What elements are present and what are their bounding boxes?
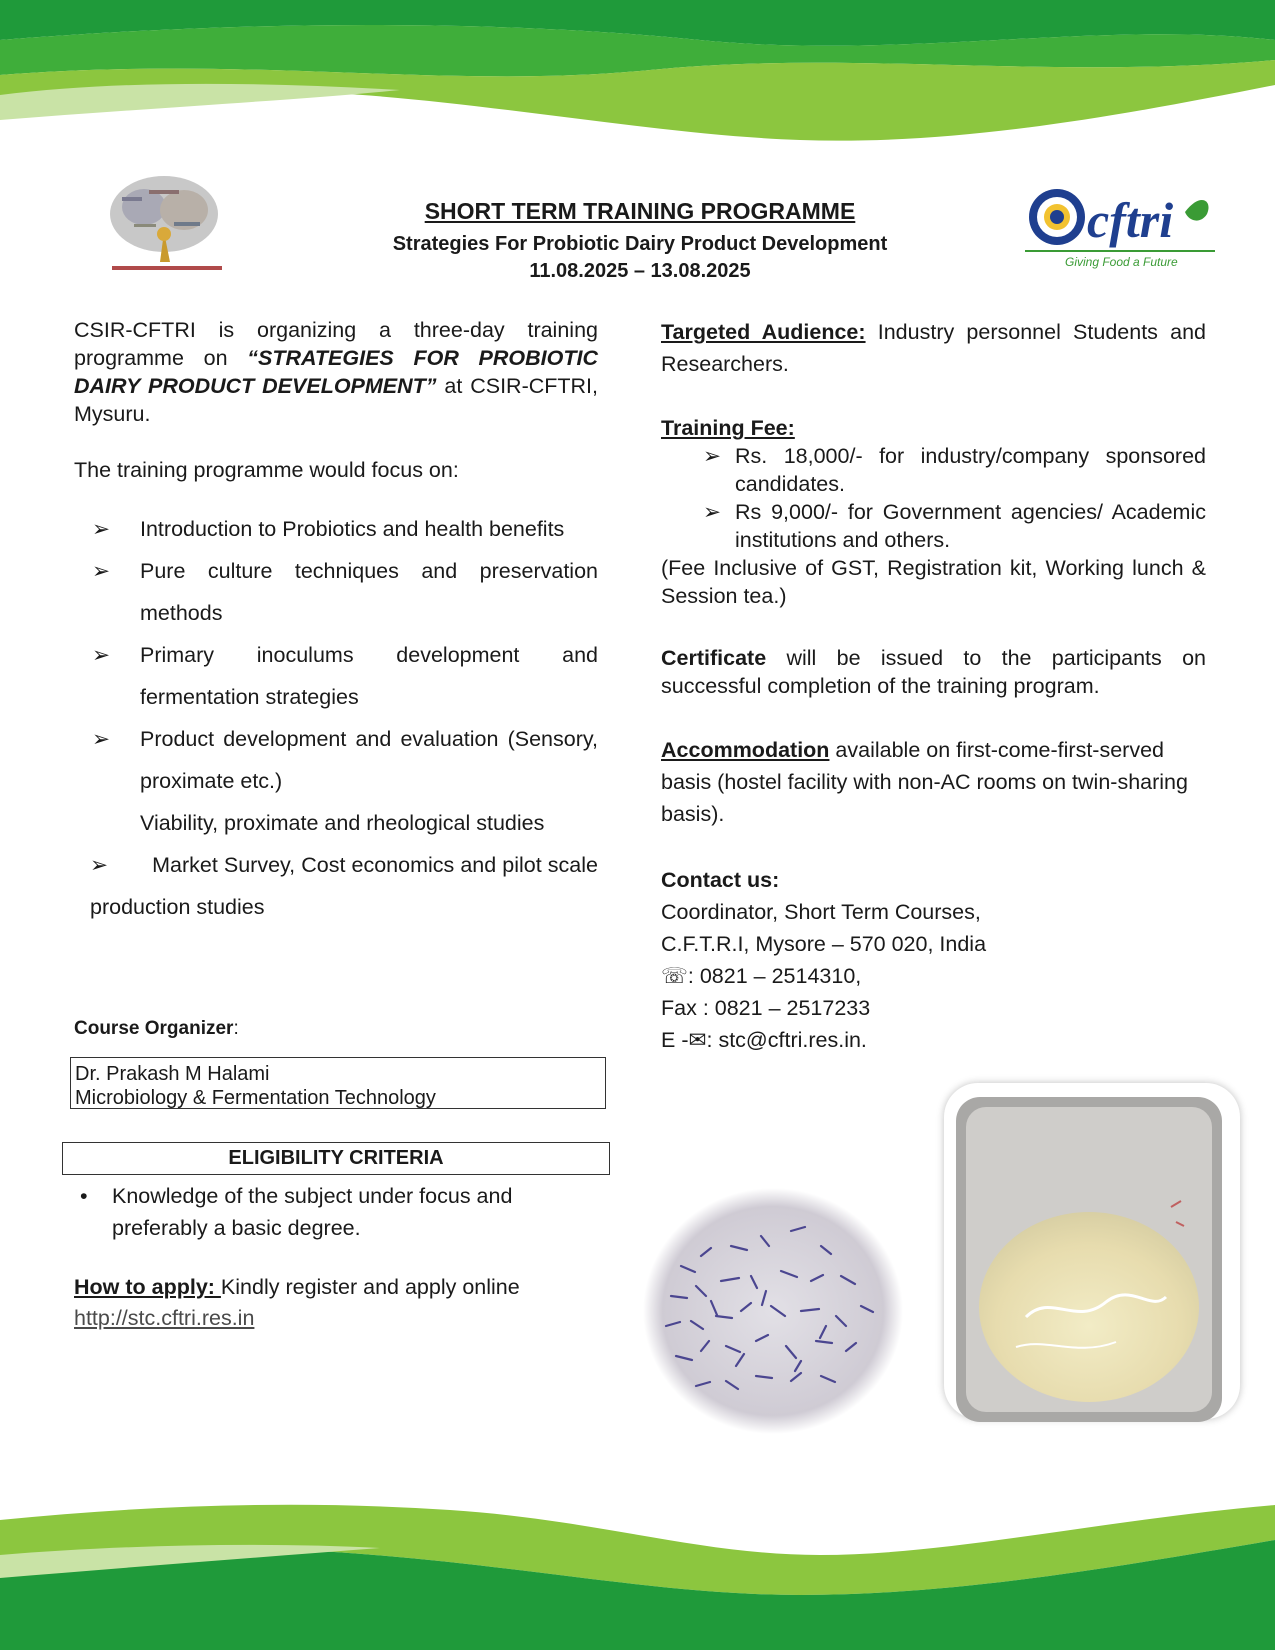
list-item: ➢ Rs 9,000/- for Government agencies/ Academic institutions and others. — [703, 500, 1206, 552]
focus-label: The training programme would focus on: — [74, 458, 459, 482]
phone-icon: ☏ — [661, 964, 688, 988]
csir-skill-initiative-logo — [104, 172, 230, 278]
bottom-wave-decoration — [0, 1500, 1275, 1650]
probiotic-sample-jar-photo — [956, 1097, 1222, 1422]
contact-fax: Fax : 0821 – 2517233 — [661, 996, 871, 1020]
audience-text: Industry personnel Students and Researchers. — [661, 320, 1206, 376]
organizer-department: Microbiology & Fermentation Technology — [75, 1087, 436, 1109]
contact-email[interactable]: E -✉: stc@cftri.res.in. — [661, 1028, 867, 1052]
right-column — [661, 316, 1206, 1056]
left-column — [74, 316, 598, 928]
intro-lead: CSIR-CFTRI is organizing a three-day training programme on — [74, 318, 598, 370]
arrow-bullet-icon: ➢ — [90, 853, 109, 877]
top-wave-decoration — [0, 0, 1275, 150]
list-item: Knowledge of the subject under focus and preferably a basic degree. — [112, 1184, 513, 1240]
contact-label: Contact us: — [661, 868, 780, 892]
list-item: ➢ Product development and evaluation (Sensory, proximate etc.) — [74, 718, 598, 802]
list-item: ➢ Primary inoculums development and fermentation strategies — [74, 634, 598, 718]
cftri-logo — [1025, 182, 1215, 282]
microscope-photo — [641, 1186, 906, 1436]
list-item: ➢ Pure culture techniques and preservation methods — [74, 550, 598, 634]
contact-phone: ☏: 0821 – 2514310, — [661, 964, 862, 988]
audience-paragraph — [661, 316, 1206, 380]
intro-paragraph — [74, 316, 598, 428]
list-item: ➢ Introduction to Probiotics and health benefits — [74, 508, 598, 550]
eligibility-list — [80, 1180, 600, 1244]
contact-coordinator: Coordinator, Short Term Courses, — [661, 900, 981, 924]
apply-link[interactable]: http://stc.cftri.res.in — [74, 1306, 255, 1330]
list-item: Viability, proximate and rheological studies — [140, 811, 545, 835]
how-to-apply-text: Kindly register and apply online — [220, 1275, 520, 1299]
bullet-dot-icon: • — [80, 1184, 88, 1208]
arrow-bullet-icon: ➢ — [703, 500, 722, 524]
arrow-bullet-icon: ➢ — [92, 559, 111, 583]
arrow-bullet-icon: ➢ — [92, 517, 111, 541]
certificate-paragraph: Certificate will be issued to the participants on successful completion of the training program. — [661, 646, 1206, 698]
arrow-bullet-icon: ➢ — [703, 444, 722, 468]
svg-text:cftri: cftri — [1087, 192, 1174, 248]
svg-text:Giving Food a Future: Giving Food a Future — [1065, 255, 1178, 269]
arrow-bullet-icon: ➢ — [92, 727, 111, 751]
arrow-bullet-icon: ➢ — [92, 643, 111, 667]
header — [300, 198, 980, 283]
envelope-icon: ✉ — [688, 1028, 707, 1052]
page-title: SHORT TERM TRAINING PROGRAMME — [424, 198, 856, 224]
programme-dates: 11.08.2025 – 13.08.2025 — [529, 260, 751, 282]
list-item: ➢ Rs. 18,000/- for industry/company sponsored candidates. — [703, 444, 1206, 496]
course-organizer-box — [70, 1057, 606, 1109]
intro-emphasis: “STRATEGIES FOR PROBIOTIC DAIRY PRODUCT DEVELOPMENT” — [74, 346, 598, 398]
fee-label: Training Fee: — [661, 416, 795, 440]
organizer-name: Dr. Prakash M Halami — [75, 1063, 270, 1085]
contact-section — [661, 864, 1206, 1056]
eligibility-heading: ELIGIBILITY CRITERIA — [62, 1142, 610, 1175]
page-subtitle: Strategies For Probiotic Dairy Product Development — [392, 233, 888, 255]
accommodation-paragraph: Accommodation available on first-come-first-served basis (hostel facility with non-AC rooms on twin-sharing basis). — [661, 738, 1188, 826]
audience-label: Targeted Audience: — [661, 320, 866, 344]
focus-list — [74, 508, 598, 928]
intro-tail: at CSIR-CFTRI, Mysuru. — [74, 374, 598, 426]
list-item: ➢ Market Survey, Cost economics and pilot scale production studies — [90, 853, 598, 919]
course-organizer-label: Course Organizer: — [74, 1018, 239, 1039]
fee-list — [661, 442, 1206, 554]
how-to-apply — [74, 1272, 614, 1334]
how-to-apply-label: How to apply: — [74, 1275, 221, 1299]
contact-address: C.F.T.R.I, Mysore – 570 020, India — [661, 932, 987, 956]
fee-note: (Fee Inclusive of GST, Registration kit, Working lunch & Session tea.) — [661, 556, 1206, 608]
